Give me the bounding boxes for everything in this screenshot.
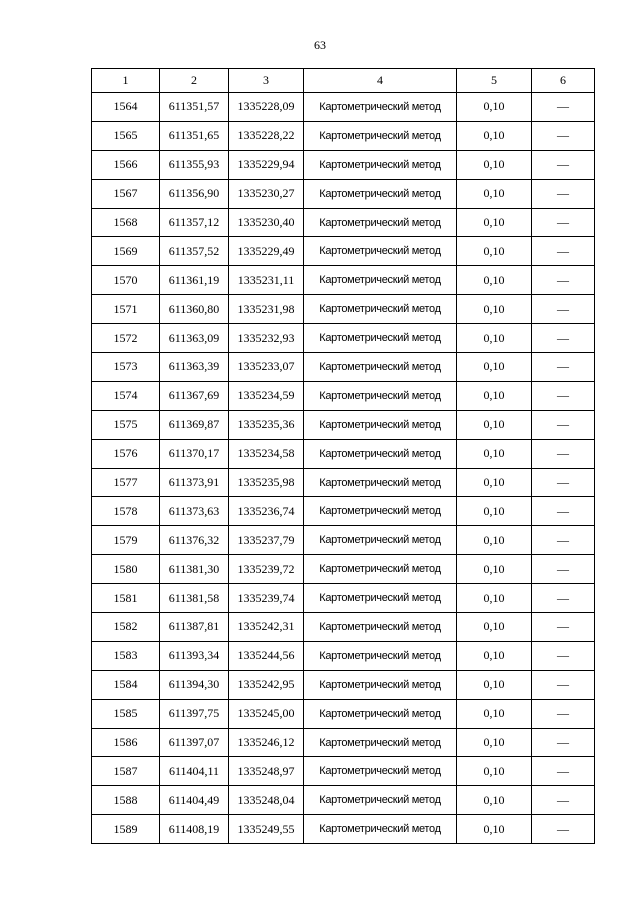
method-cell: Картометрический метод: [304, 468, 457, 497]
note-cell: —: [532, 208, 595, 237]
table-row: [92, 93, 595, 122]
note-cell: —: [532, 179, 595, 208]
x-coordinate-cell: 611357,52: [160, 237, 229, 266]
note-cell: —: [532, 353, 595, 382]
y-coordinate-cell: 1335228,09: [229, 93, 304, 122]
x-coordinate-cell: 611404,49: [160, 786, 229, 815]
x-coordinate-cell: 611381,30: [160, 555, 229, 584]
x-coordinate-cell: 611397,75: [160, 699, 229, 728]
table-row: [92, 266, 595, 295]
method-cell: Картометрический метод: [304, 699, 457, 728]
note-cell: —: [532, 439, 595, 468]
accuracy-cell: 0,10: [457, 699, 532, 728]
method-cell: Картометрический метод: [304, 757, 457, 786]
method-cell: Картометрический метод: [304, 410, 457, 439]
table-row: [92, 208, 595, 237]
y-coordinate-cell: 1335231,98: [229, 295, 304, 324]
point-number-cell: 1571: [92, 295, 160, 324]
note-cell: —: [532, 641, 595, 670]
note-cell: —: [532, 266, 595, 295]
note-cell: —: [532, 699, 595, 728]
y-coordinate-cell: 1335244,56: [229, 641, 304, 670]
accuracy-cell: 0,10: [457, 613, 532, 642]
method-cell: Картометрический метод: [304, 497, 457, 526]
x-coordinate-cell: 611393,34: [160, 641, 229, 670]
point-number-cell: 1581: [92, 584, 160, 613]
point-number-cell: 1585: [92, 699, 160, 728]
point-number-cell: 1576: [92, 439, 160, 468]
y-coordinate-cell: 1335242,31: [229, 613, 304, 642]
note-cell: —: [532, 237, 595, 266]
accuracy-cell: 0,10: [457, 584, 532, 613]
method-cell: Картометрический метод: [304, 381, 457, 410]
method-cell: Картометрический метод: [304, 526, 457, 555]
table-row: [92, 295, 595, 324]
y-coordinate-cell: 1335242,95: [229, 670, 304, 699]
accuracy-cell: 0,10: [457, 295, 532, 324]
method-cell: Картометрический метод: [304, 93, 457, 122]
x-coordinate-cell: 611381,58: [160, 584, 229, 613]
table-row: [92, 786, 595, 815]
x-coordinate-cell: 611397,07: [160, 728, 229, 757]
note-cell: —: [532, 468, 595, 497]
x-coordinate-cell: 611370,17: [160, 439, 229, 468]
method-cell: Картометрический метод: [304, 439, 457, 468]
point-number-cell: 1569: [92, 237, 160, 266]
x-coordinate-cell: 611363,39: [160, 353, 229, 382]
note-cell: —: [532, 497, 595, 526]
y-coordinate-cell: 1335234,59: [229, 381, 304, 410]
y-coordinate-cell: 1335232,93: [229, 324, 304, 353]
x-coordinate-cell: 611363,09: [160, 324, 229, 353]
accuracy-cell: 0,10: [457, 150, 532, 179]
point-number-cell: 1583: [92, 641, 160, 670]
y-coordinate-cell: 1335239,74: [229, 584, 304, 613]
method-cell: Картометрический метод: [304, 786, 457, 815]
y-coordinate-cell: 1335229,94: [229, 150, 304, 179]
note-cell: —: [532, 324, 595, 353]
y-coordinate-cell: 1335237,79: [229, 526, 304, 555]
x-coordinate-cell: 611351,57: [160, 93, 229, 122]
method-cell: Картометрический метод: [304, 353, 457, 382]
y-coordinate-cell: 1335233,07: [229, 353, 304, 382]
accuracy-cell: 0,10: [457, 208, 532, 237]
accuracy-cell: 0,10: [457, 786, 532, 815]
accuracy-cell: 0,10: [457, 93, 532, 122]
method-cell: Картометрический метод: [304, 815, 457, 844]
table-row: [92, 121, 595, 150]
y-coordinate-cell: 1335248,04: [229, 786, 304, 815]
point-number-cell: 1577: [92, 468, 160, 497]
column-header: 6: [532, 69, 595, 93]
note-cell: —: [532, 93, 595, 122]
accuracy-cell: 0,10: [457, 237, 532, 266]
point-number-cell: 1573: [92, 353, 160, 382]
x-coordinate-cell: 611351,65: [160, 121, 229, 150]
table-row: [92, 757, 595, 786]
method-cell: Картометрический метод: [304, 670, 457, 699]
point-number-cell: 1566: [92, 150, 160, 179]
x-coordinate-cell: 611355,93: [160, 150, 229, 179]
accuracy-cell: 0,10: [457, 266, 532, 295]
note-cell: —: [532, 670, 595, 699]
page-number: 63: [314, 38, 326, 52]
table-row: [92, 555, 595, 584]
accuracy-cell: 0,10: [457, 179, 532, 208]
table-row: [92, 179, 595, 208]
point-number-cell: 1588: [92, 786, 160, 815]
note-cell: —: [532, 728, 595, 757]
point-number-cell: 1572: [92, 324, 160, 353]
method-cell: Картометрический метод: [304, 728, 457, 757]
table-row: [92, 613, 595, 642]
table-row: [92, 699, 595, 728]
coordinates-table: [91, 68, 595, 844]
table-row: [92, 728, 595, 757]
table-row: [92, 641, 595, 670]
note-cell: —: [532, 410, 595, 439]
x-coordinate-cell: 611361,19: [160, 266, 229, 295]
method-cell: Картометрический метод: [304, 324, 457, 353]
note-cell: —: [532, 757, 595, 786]
y-coordinate-cell: 1335248,97: [229, 757, 304, 786]
accuracy-cell: 0,10: [457, 468, 532, 497]
table-row: [92, 150, 595, 179]
note-cell: —: [532, 555, 595, 584]
x-coordinate-cell: 611387,81: [160, 613, 229, 642]
accuracy-cell: 0,10: [457, 121, 532, 150]
note-cell: —: [532, 786, 595, 815]
method-cell: Картометрический метод: [304, 150, 457, 179]
point-number-cell: 1589: [92, 815, 160, 844]
note-cell: —: [532, 295, 595, 324]
point-number-cell: 1574: [92, 381, 160, 410]
table-row: [92, 353, 595, 382]
y-coordinate-cell: 1335228,22: [229, 121, 304, 150]
x-coordinate-cell: 611357,12: [160, 208, 229, 237]
point-number-cell: 1580: [92, 555, 160, 584]
y-coordinate-cell: 1335245,00: [229, 699, 304, 728]
point-number-cell: 1568: [92, 208, 160, 237]
note-cell: —: [532, 584, 595, 613]
point-number-cell: 1565: [92, 121, 160, 150]
accuracy-cell: 0,10: [457, 324, 532, 353]
y-coordinate-cell: 1335230,27: [229, 179, 304, 208]
note-cell: —: [532, 121, 595, 150]
point-number-cell: 1570: [92, 266, 160, 295]
column-header: 2: [160, 69, 229, 93]
method-cell: Картометрический метод: [304, 641, 457, 670]
point-number-cell: 1579: [92, 526, 160, 555]
note-cell: —: [532, 526, 595, 555]
y-coordinate-cell: 1335230,40: [229, 208, 304, 237]
accuracy-cell: 0,10: [457, 670, 532, 699]
x-coordinate-cell: 611356,90: [160, 179, 229, 208]
x-coordinate-cell: 611408,19: [160, 815, 229, 844]
method-cell: Картометрический метод: [304, 584, 457, 613]
method-cell: Картометрический метод: [304, 179, 457, 208]
table-row: [92, 237, 595, 266]
method-cell: Картометрический метод: [304, 295, 457, 324]
method-cell: Картометрический метод: [304, 237, 457, 266]
column-header: 1: [92, 69, 160, 93]
x-coordinate-cell: 611373,63: [160, 497, 229, 526]
x-coordinate-cell: 611360,80: [160, 295, 229, 324]
table-row: [92, 670, 595, 699]
accuracy-cell: 0,10: [457, 555, 532, 584]
y-coordinate-cell: 1335236,74: [229, 497, 304, 526]
point-number-cell: 1578: [92, 497, 160, 526]
method-cell: Картометрический метод: [304, 613, 457, 642]
table-row: [92, 584, 595, 613]
point-number-cell: 1584: [92, 670, 160, 699]
note-cell: —: [532, 815, 595, 844]
table-row: [92, 381, 595, 410]
accuracy-cell: 0,10: [457, 410, 532, 439]
table-row: [92, 497, 595, 526]
method-cell: Картометрический метод: [304, 555, 457, 584]
accuracy-cell: 0,10: [457, 381, 532, 410]
accuracy-cell: 0,10: [457, 728, 532, 757]
x-coordinate-cell: 611367,69: [160, 381, 229, 410]
point-number-cell: 1582: [92, 613, 160, 642]
y-coordinate-cell: 1335235,36: [229, 410, 304, 439]
point-number-cell: 1564: [92, 93, 160, 122]
y-coordinate-cell: 1335234,58: [229, 439, 304, 468]
method-cell: Картометрический метод: [304, 266, 457, 295]
point-number-cell: 1586: [92, 728, 160, 757]
table-row: [92, 439, 595, 468]
accuracy-cell: 0,10: [457, 815, 532, 844]
method-cell: Картометрический метод: [304, 121, 457, 150]
accuracy-cell: 0,10: [457, 353, 532, 382]
table-row: [92, 815, 595, 844]
table-row: [92, 526, 595, 555]
accuracy-cell: 0,10: [457, 641, 532, 670]
method-cell: Картометрический метод: [304, 208, 457, 237]
table-row: [92, 468, 595, 497]
column-header: 5: [457, 69, 532, 93]
table-header-row: [92, 69, 595, 93]
x-coordinate-cell: 611394,30: [160, 670, 229, 699]
table-row: [92, 410, 595, 439]
y-coordinate-cell: 1335231,11: [229, 266, 304, 295]
y-coordinate-cell: 1335249,55: [229, 815, 304, 844]
column-header: 4: [304, 69, 457, 93]
note-cell: —: [532, 613, 595, 642]
accuracy-cell: 0,10: [457, 439, 532, 468]
x-coordinate-cell: 611369,87: [160, 410, 229, 439]
x-coordinate-cell: 611376,32: [160, 526, 229, 555]
note-cell: —: [532, 381, 595, 410]
point-number-cell: 1587: [92, 757, 160, 786]
y-coordinate-cell: 1335239,72: [229, 555, 304, 584]
x-coordinate-cell: 611373,91: [160, 468, 229, 497]
accuracy-cell: 0,10: [457, 757, 532, 786]
note-cell: —: [532, 150, 595, 179]
table-row: [92, 324, 595, 353]
table-body: [92, 93, 595, 844]
y-coordinate-cell: 1335235,98: [229, 468, 304, 497]
accuracy-cell: 0,10: [457, 497, 532, 526]
point-number-cell: 1575: [92, 410, 160, 439]
y-coordinate-cell: 1335246,12: [229, 728, 304, 757]
y-coordinate-cell: 1335229,49: [229, 237, 304, 266]
point-number-cell: 1567: [92, 179, 160, 208]
column-header: 3: [229, 69, 304, 93]
x-coordinate-cell: 611404,11: [160, 757, 229, 786]
accuracy-cell: 0,10: [457, 526, 532, 555]
